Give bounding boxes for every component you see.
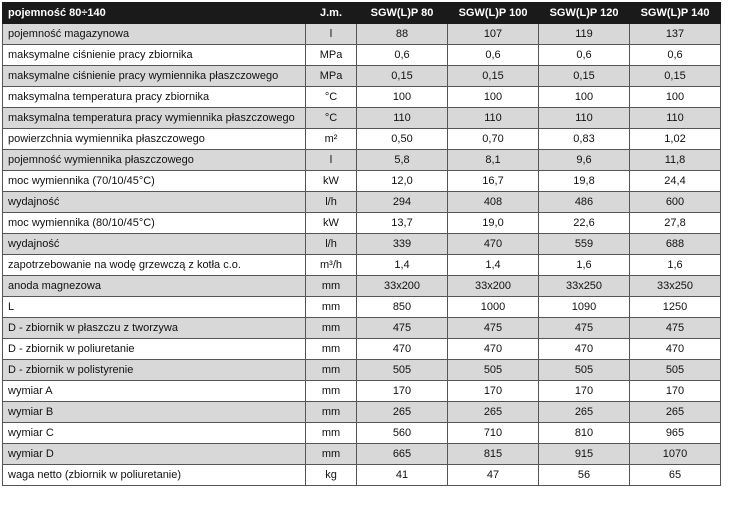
value-cell: 600 [630,192,721,213]
table-row [3,87,721,108]
unit-cell: mm [306,360,357,381]
unit-cell: MPa [306,45,357,66]
value-cell: 665 [357,444,448,465]
value-cell: 100 [630,87,721,108]
value-cell: 470 [539,339,630,360]
unit-cell: MPa [306,66,357,87]
value-cell: 505 [448,360,539,381]
value-cell: 470 [630,339,721,360]
value-cell: 1,6 [630,255,721,276]
header-model-80: SGW(L)P 80 [357,3,448,24]
value-cell: 0,6 [539,45,630,66]
table-row [3,24,721,45]
unit-cell: mm [306,276,357,297]
parameter-cell: zapotrzebowanie na wodę grzewczą z kotła c.o. [3,255,306,276]
value-cell: 27,8 [630,213,721,234]
unit-cell: kW [306,171,357,192]
value-cell: 33x200 [357,276,448,297]
value-cell: 265 [630,402,721,423]
value-cell: 170 [357,381,448,402]
parameter-cell: maksymalne ciśnienie pracy wymiennika płaszczowego [3,66,306,87]
value-cell: 1000 [448,297,539,318]
table-row [3,150,721,171]
value-cell: 107 [448,24,539,45]
value-cell: 12,0 [357,171,448,192]
value-cell: 265 [357,402,448,423]
value-cell: 265 [539,402,630,423]
value-cell: 33x200 [448,276,539,297]
value-cell: 265 [448,402,539,423]
unit-cell: kW [306,213,357,234]
spec-table-header [3,3,721,24]
header-capacity-range: pojemność 80÷140 [3,3,306,24]
unit-cell: mm [306,381,357,402]
parameter-cell: moc wymiennika (80/10/45°C) [3,213,306,234]
value-cell: 47 [448,465,539,486]
value-cell: 0,6 [630,45,721,66]
value-cell: 11,8 [630,150,721,171]
value-cell: 0,15 [630,66,721,87]
value-cell: 408 [448,192,539,213]
spec-table-body [3,24,721,486]
value-cell: 16,7 [448,171,539,192]
value-cell: 5,8 [357,150,448,171]
table-row [3,423,721,444]
value-cell: 505 [357,360,448,381]
value-cell: 475 [630,318,721,339]
value-cell: 9,6 [539,150,630,171]
value-cell: 475 [357,318,448,339]
value-cell: 915 [539,444,630,465]
parameter-cell: wymiar A [3,381,306,402]
value-cell: 965 [630,423,721,444]
value-cell: 137 [630,24,721,45]
parameter-cell: wymiar D [3,444,306,465]
parameter-cell: anoda magnezowa [3,276,306,297]
unit-cell: °C [306,108,357,129]
value-cell: 0,6 [448,45,539,66]
table-row [3,213,721,234]
table-row [3,108,721,129]
parameter-cell: wydajność [3,192,306,213]
value-cell: 65 [630,465,721,486]
value-cell: 56 [539,465,630,486]
value-cell: 1,6 [539,255,630,276]
table-row [3,255,721,276]
parameter-cell: wydajność [3,234,306,255]
value-cell: 486 [539,192,630,213]
table-row [3,66,721,87]
parameter-cell: waga netto (zbiornik w poliuretanie) [3,465,306,486]
value-cell: 110 [539,108,630,129]
value-cell: 850 [357,297,448,318]
value-cell: 294 [357,192,448,213]
table-row [3,318,721,339]
parameter-cell: D - zbiornik w płaszczu z tworzywa [3,318,306,339]
value-cell: 0,15 [448,66,539,87]
parameter-cell: moc wymiennika (70/10/45°C) [3,171,306,192]
table-row [3,129,721,150]
unit-cell: kg [306,465,357,486]
parameter-cell: D - zbiornik w polistyrenie [3,360,306,381]
value-cell: 110 [630,108,721,129]
header-model-100: SGW(L)P 100 [448,3,539,24]
value-cell: 0,50 [357,129,448,150]
parameter-cell: pojemność magazynowa [3,24,306,45]
header-row [3,3,721,24]
table-row [3,360,721,381]
value-cell: 100 [357,87,448,108]
value-cell: 0,6 [357,45,448,66]
value-cell: 1,4 [357,255,448,276]
parameter-cell: powierzchnia wymiennika płaszczowego [3,129,306,150]
value-cell: 475 [539,318,630,339]
value-cell: 710 [448,423,539,444]
value-cell: 41 [357,465,448,486]
value-cell: 0,15 [539,66,630,87]
table-row [3,234,721,255]
unit-cell: mm [306,423,357,444]
value-cell: 8,1 [448,150,539,171]
value-cell: 33x250 [630,276,721,297]
value-cell: 100 [539,87,630,108]
table-row [3,402,721,423]
value-cell: 1,02 [630,129,721,150]
unit-cell: mm [306,444,357,465]
table-row [3,297,721,318]
unit-cell: °C [306,87,357,108]
unit-cell: l/h [306,192,357,213]
value-cell: 119 [539,24,630,45]
value-cell: 339 [357,234,448,255]
parameter-cell: wymiar B [3,402,306,423]
unit-cell: m³/h [306,255,357,276]
value-cell: 24,4 [630,171,721,192]
table-row [3,171,721,192]
parameter-cell: wymiar C [3,423,306,444]
parameter-cell: D - zbiornik w poliuretanie [3,339,306,360]
unit-cell: mm [306,339,357,360]
value-cell: 1,4 [448,255,539,276]
parameter-cell: maksymalne ciśnienie pracy zbiornika [3,45,306,66]
value-cell: 559 [539,234,630,255]
value-cell: 470 [448,234,539,255]
value-cell: 1250 [630,297,721,318]
value-cell: 100 [448,87,539,108]
parameter-cell: L [3,297,306,318]
value-cell: 33x250 [539,276,630,297]
table-row [3,45,721,66]
parameter-cell: pojemność wymiennika płaszczowego [3,150,306,171]
value-cell: 815 [448,444,539,465]
unit-cell: mm [306,297,357,318]
unit-cell: m² [306,129,357,150]
value-cell: 22,6 [539,213,630,234]
table-row [3,192,721,213]
spec-table-container [2,2,721,486]
unit-cell: mm [306,402,357,423]
value-cell: 19,8 [539,171,630,192]
value-cell: 1070 [630,444,721,465]
unit-cell: l/h [306,234,357,255]
value-cell: 13,7 [357,213,448,234]
value-cell: 110 [357,108,448,129]
header-unit: J.m. [306,3,357,24]
value-cell: 560 [357,423,448,444]
value-cell: 170 [448,381,539,402]
table-row [3,276,721,297]
value-cell: 505 [539,360,630,381]
parameter-cell: maksymalna temperatura pracy zbiornika [3,87,306,108]
unit-cell: l [306,24,357,45]
table-row [3,444,721,465]
value-cell: 0,70 [448,129,539,150]
parameter-cell: maksymalna temperatura pracy wymiennika płaszczowego [3,108,306,129]
value-cell: 1090 [539,297,630,318]
value-cell: 110 [448,108,539,129]
value-cell: 19,0 [448,213,539,234]
value-cell: 470 [448,339,539,360]
value-cell: 88 [357,24,448,45]
value-cell: 170 [630,381,721,402]
spec-table [2,2,721,486]
value-cell: 810 [539,423,630,444]
header-model-120: SGW(L)P 120 [539,3,630,24]
table-row [3,339,721,360]
value-cell: 0,15 [357,66,448,87]
unit-cell: mm [306,318,357,339]
value-cell: 0,83 [539,129,630,150]
value-cell: 170 [539,381,630,402]
header-model-140: SGW(L)P 140 [630,3,721,24]
value-cell: 505 [630,360,721,381]
value-cell: 470 [357,339,448,360]
unit-cell: l [306,150,357,171]
table-row [3,381,721,402]
value-cell: 688 [630,234,721,255]
table-row [3,465,721,486]
value-cell: 475 [448,318,539,339]
